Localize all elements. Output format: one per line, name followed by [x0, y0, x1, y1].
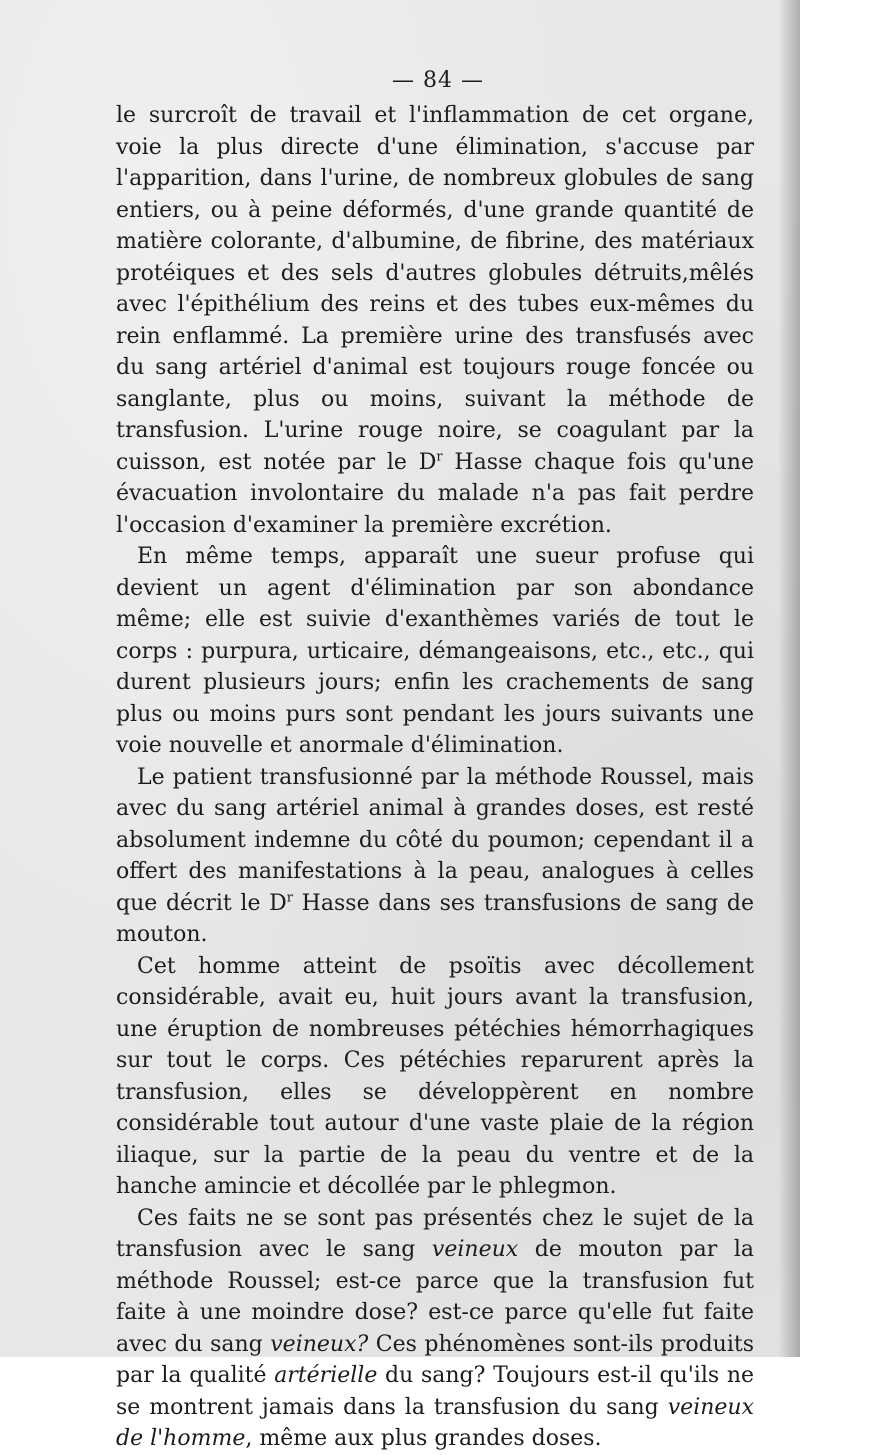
text-run: Cet homme atteint de psoïtis avec décollement considérable, avait eu, huit jours avant la transfusion, une éruption de nombreuses pétéchies hémorrhagiques sur tout le corps. Ces pétéchies reparurent après la transfusion, elles se développèrent en nombre considérable tout autour d'une vaste plaie de la région iliaque, sur la partie de la peau du ventre et de la hanche amincie et décollée par le phlegmon.: [116, 953, 754, 1199]
superscript-run: r: [286, 890, 294, 906]
page-edge-shadow: [778, 0, 800, 1357]
text-run: le surcroît de travail et l'inflammation de cet organe, voie la plus directe d'une élimination, s'accuse par l'apparition, dans l'urine, de nombreux globules de sang entiers, ou à peine déformés, d'une grande quantité de matière colorante, d'albumine, de fibrine, des matériaux protéiques et des sels d'autres globules détruits,mêlés avec l'épithélium des reins et des tubes eux-mêmes du rein enflammé. La première urine des transfusés avec du sang artériel d'animal est toujours rouge foncée ou sanglante, plus ou moins, suivant la méthode de transfusion. L'urine rouge noire, se coagulant par la cuisson, est notée par le D: [116, 103, 754, 475]
italic-run: veineux: [431, 1237, 519, 1262]
italic-run: artérielle: [274, 1363, 378, 1388]
italic-run: veineux de l'homme: [116, 1394, 754, 1451]
text-run: Hasse chaque fois qu'une évacuation involontaire du malade n'a pas fait perdre l'occasion d'examiner la première excrétion.: [116, 449, 754, 538]
body-text: [116, 100, 754, 1455]
text-run: Le patient transfusionné par la méthode Roussel, mais avec du sang artériel animal à grandes doses, est resté absolument indemne du côté du poumon; cependant il a offert des manifestations à la peau, analogues à celles que décrit le D: [116, 764, 754, 916]
page-number: — 84 —: [392, 68, 484, 93]
italic-run: veineux?: [270, 1331, 369, 1357]
paragraph-2: [116, 541, 754, 762]
text-run: Ces faits ne se sont pas présentés chez le sujet de la transfusion avec le sang: [116, 1205, 754, 1262]
text-run: En même temps, apparaît une sueur profuse qui devient un agent d'élimination par son abondance même; elle est suivie d'exanthèmes variés de tout le corps : purpura, urticaire, démangeaisons, etc., etc., qui durent plusieurs jours; enfin les crachements de sang plus ou moins purs sont pendant les jours suivants une voie nouvelle et anormale d'élimination.: [116, 544, 754, 758]
paragraph-1: [116, 100, 754, 541]
text-run: Ces phénomènes sont-ils produits par la qualité: [116, 1331, 755, 1388]
paragraph-5: [116, 1203, 754, 1455]
paragraph-3: [116, 762, 754, 951]
paragraph-4: [116, 951, 754, 1203]
text-run: , même aux plus grandes doses.: [245, 1426, 602, 1451]
text-run: du sang? Toujours est-il qu'ils ne se montrent jamais dans la transfusion du sang: [116, 1363, 755, 1420]
text-run: de mouton par la méthode Roussel; est-ce parce que la transfusion fut faite à une moindre dose? est-ce parce qu'elle fut faite avec du sang: [116, 1237, 754, 1357]
text-run: Hasse dans ses transfusions de sang de mouton.: [116, 890, 755, 947]
superscript-run: r: [436, 449, 443, 465]
